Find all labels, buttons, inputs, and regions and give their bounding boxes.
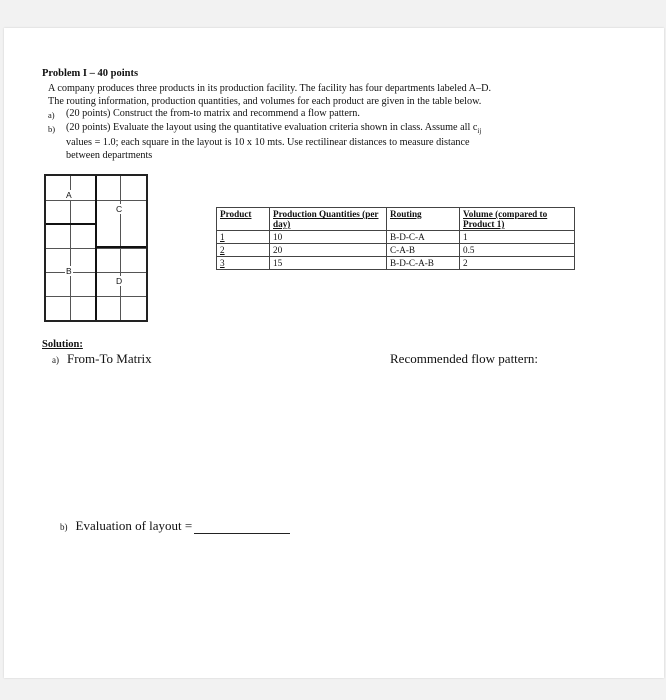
header-production-quantities: Production Quantities (per day) bbox=[270, 208, 387, 231]
problem-parts bbox=[48, 108, 608, 162]
cell-product: 3 bbox=[217, 257, 270, 270]
dept-label-d: D bbox=[116, 276, 123, 286]
cell-volume: 1 bbox=[460, 231, 575, 244]
dept-boundary-vertical bbox=[95, 176, 97, 320]
part-a-text: (20 points) Construct the from-to matrix and recommend a flow pattern. bbox=[66, 108, 360, 119]
cell-product: 2 bbox=[217, 244, 270, 257]
solution-part-b bbox=[60, 518, 290, 534]
routing-table bbox=[216, 207, 575, 270]
problem-intro bbox=[48, 83, 628, 108]
dept-label-a: A bbox=[66, 190, 72, 200]
cell-quantity: 15 bbox=[270, 257, 387, 270]
part-b-letter: b) bbox=[48, 123, 56, 134]
from-to-matrix-label: From-To Matrix bbox=[67, 351, 152, 366]
part-a-letter: a) bbox=[48, 110, 55, 120]
dept-label-c: C bbox=[116, 204, 123, 214]
header-routing: Routing bbox=[387, 208, 460, 231]
intro-line-1: A company produces three products in its production facility. The facility has four departments labeled A–D. bbox=[48, 83, 492, 94]
dept-boundary-right-h bbox=[96, 246, 146, 248]
problem-title: Problem I – 40 points bbox=[42, 68, 139, 79]
table-row bbox=[217, 231, 575, 244]
part-a bbox=[48, 108, 608, 122]
part-b bbox=[48, 122, 608, 163]
recommended-flow-label: Recommended flow pattern: bbox=[390, 351, 539, 366]
table-row bbox=[217, 244, 575, 257]
table-header-row bbox=[217, 208, 575, 231]
dept-label-b: B bbox=[66, 266, 72, 276]
solution-b-letter: b) bbox=[60, 522, 68, 532]
table-row bbox=[217, 257, 575, 270]
header-product: Product bbox=[217, 208, 270, 231]
part-b-line-3: between departments bbox=[66, 149, 153, 161]
solution-a-letter: a) bbox=[52, 355, 59, 365]
cell-routing: C-A-B bbox=[387, 244, 460, 257]
cell-product: 1 bbox=[217, 231, 270, 244]
evaluation-label: Evaluation of layout = bbox=[75, 518, 193, 533]
intro-line-2: The routing information, production quantities, and volumes for each product are given in the table below. bbox=[48, 95, 482, 107]
part-b-line-1: (20 points) Evaluate the layout using the quantitative evaluation criteria shown in class. Assume all c bbox=[66, 121, 478, 133]
cell-routing: B-D-C-A bbox=[387, 231, 460, 244]
cell-volume: 2 bbox=[460, 257, 575, 270]
part-b-text bbox=[66, 122, 608, 163]
evaluation-answer-blank[interactable] bbox=[194, 521, 290, 534]
cij-subscript: ij bbox=[477, 126, 482, 135]
dept-boundary-left-h bbox=[46, 223, 96, 225]
facility-layout-grid bbox=[44, 174, 148, 322]
solution-title: Solution: bbox=[42, 339, 83, 350]
solution-part-a bbox=[52, 351, 152, 367]
header-volume: Volume (compared to Product 1) bbox=[460, 208, 575, 231]
part-b-line-2: values = 1.0; each square in the layout is 10 x 10 mts. Use rectilinear distances to measure distance bbox=[66, 137, 470, 149]
cell-volume: 0.5 bbox=[460, 244, 575, 257]
cell-routing: B-D-C-A-B bbox=[387, 257, 460, 270]
cell-quantity: 20 bbox=[270, 244, 387, 257]
cell-quantity: 10 bbox=[270, 231, 387, 244]
